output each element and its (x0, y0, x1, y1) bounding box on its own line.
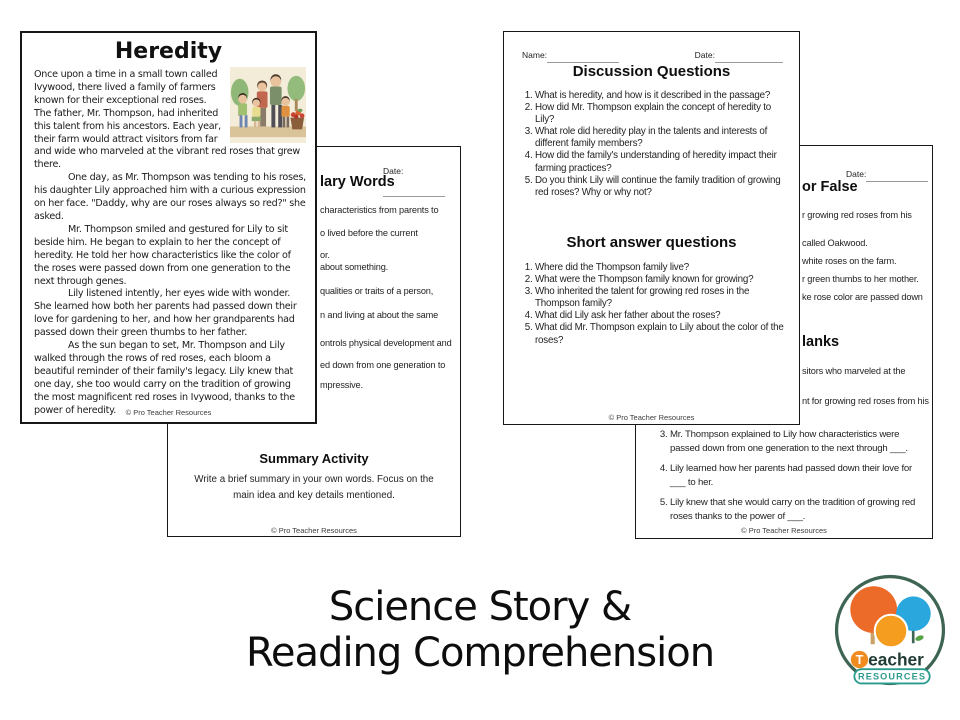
copyright-footer: © Pro Teacher Resources (741, 526, 827, 535)
truefalse-line-clipped: white roses on the farm. (802, 256, 897, 266)
vocab-line-clipped: o lived before the current (320, 228, 418, 238)
teacher-initial: T (855, 652, 864, 668)
truefalse-line-clipped: r green thumbs to her mother. (802, 274, 919, 284)
truefalse-line-clipped: called Oakwood. (802, 238, 868, 248)
question-item: 2. What were the Thompson family known for growing? (535, 274, 791, 286)
summary-instructions: main idea and key details mentioned. (233, 490, 395, 501)
family-illustration-image (230, 67, 306, 143)
brand-logo (833, 573, 947, 687)
product-title-line1: Science Story & (328, 584, 632, 630)
truefalse-line-clipped: r growing red roses from his (802, 210, 912, 220)
vocab-line-clipped: qualities or traits of a person, (320, 286, 434, 296)
vocab-line-clipped: ontrols physical development and (320, 338, 452, 348)
blanks-line-clipped: sitors who marveled at the (802, 366, 906, 376)
vocab-line-clipped: or. (320, 250, 330, 260)
vocab-line-clipped: n and living at about the same (320, 310, 439, 320)
vocabulary-heading-clipped: lary Words (320, 174, 395, 190)
discussion-questions-heading: Discussion Questions (572, 63, 731, 80)
story-paragraph: As the sun began to set, Mr. Thompson and Lily walked through the rows of red roses, each bloom a beautiful reminder of their family's legacy. Lily knew that one day, she too would carry on the tradition of growing the most magnificent red roses in Ivywood, thanks to the power of heredity. (34, 340, 295, 416)
question-item: 4. How did the family's understanding of heredity impact their farming practices? (535, 150, 791, 174)
story-body (22, 69, 315, 417)
question-item: 5. What did Mr. Thompson explain to Lily about the color of the roses? (535, 322, 791, 346)
story-title: Heredity (114, 39, 223, 64)
story-paragraph: One day, as Mr. Thompson was tending to his roses, his daughter Lily approached him with a curious expression on her face. "Daddy, why are our roses always so red?" she asked. (34, 172, 306, 222)
date-field (695, 45, 783, 63)
story-page (20, 31, 317, 424)
blank-item: 5. Lily knew that she would carry on the tradition of growing red roses thanks to the power of ___. (670, 496, 922, 523)
story-paragraph: Mr. Thompson smiled and gestured for Lily to sit beside him. He began to explain to her the concept of heredity. He told her how characteristics like the color of the roses were passed down from one generation to the next through genes. (34, 223, 291, 287)
summary-activity-heading: Summary Activity (259, 451, 369, 466)
name-date-row (522, 45, 783, 63)
balloon-tree-orange-icon (875, 615, 908, 648)
blank-item: 3. Mr. Thompson explained to Lily how characteristics were passed down from one generation to the next through ___. (670, 428, 922, 455)
short-answer-heading: Short answer questions (566, 234, 737, 251)
true-false-heading-clipped: or False (802, 179, 858, 195)
date-underline (383, 189, 445, 197)
date-underline (715, 55, 783, 63)
vocab-line-clipped: about something. (320, 262, 389, 272)
blank-item: 4. Lily learned how her parents had passed down their love for ___ to her. (670, 462, 922, 489)
question-item: 4. What did Lily ask her father about the roses? (535, 310, 791, 322)
question-item: 1. What is heredity, and how is it described in the passage? (535, 90, 791, 102)
copyright-footer: © Pro Teacher Resources (608, 413, 695, 422)
product-title (0, 584, 960, 676)
question-item: 3. What role did heredity play in the talents and interests of different family members? (535, 126, 791, 150)
product-title-line2: Reading Comprehension (245, 630, 715, 676)
date-label: Date: (694, 50, 715, 60)
date-field (846, 164, 928, 182)
tree-stem (912, 629, 915, 643)
vocab-line-clipped: mpressive. (320, 380, 363, 390)
copyright-footer: © Pro Teacher Resources (271, 526, 357, 535)
teacher-wordmark: eacher (868, 649, 924, 670)
fill-blanks-heading-clipped: lanks (802, 334, 840, 350)
question-item: 2. How did Mr. Thompson explain the concept of heredity to Lily? (535, 102, 791, 126)
date-label: Date: (383, 166, 404, 176)
date-underline (866, 174, 928, 182)
discussion-question-list (518, 90, 791, 199)
resources-wordmark: RESOURCES (857, 671, 927, 682)
name-field (522, 45, 619, 63)
story-paragraph: Lily listened intently, her eyes wide with wonder. She learned how both her parents had passed down their love for gardening to her, and how her grandparents had passed down their green thumbs to her father. (34, 288, 297, 339)
vocab-line-clipped: characteristics from parents to (320, 205, 439, 215)
name-underline (547, 55, 619, 63)
vocab-line-clipped: ed down from one generation to (320, 360, 446, 370)
story-paragraph: Once upon a time in a small town called Ivywood, there lived a family of farmers known for their exceptional red roses. The father, Mr. Thompson, had inherited this talent from his ancestors. Each year, their farm would attract visitors from far and wide who marveled at the vibrant red roses that grew there. (34, 69, 301, 171)
blanks-line-clipped: nt for growing red roses from his (802, 396, 929, 406)
summary-instructions: Write a brief summary in your own words. Focus on the (194, 474, 434, 485)
short-answer-question-list (518, 262, 791, 347)
date-label: Date: (846, 169, 867, 179)
copyright-footer: © Pro Teacher Resources (125, 408, 212, 417)
question-item: 1. Where did the Thompson family live? (535, 262, 791, 274)
question-item: 3. Who inherited the talent for growing red roses in the Thompson family? (535, 286, 791, 310)
discussion-page (503, 31, 800, 425)
fill-blanks-item-list (654, 428, 922, 530)
truefalse-line-clipped: ke rose color are passed down (802, 292, 923, 302)
question-item: 5. Do you think Lily will continue the family tradition of growing red roses? Why or why not? (535, 175, 791, 199)
name-label: Name: (522, 50, 548, 60)
